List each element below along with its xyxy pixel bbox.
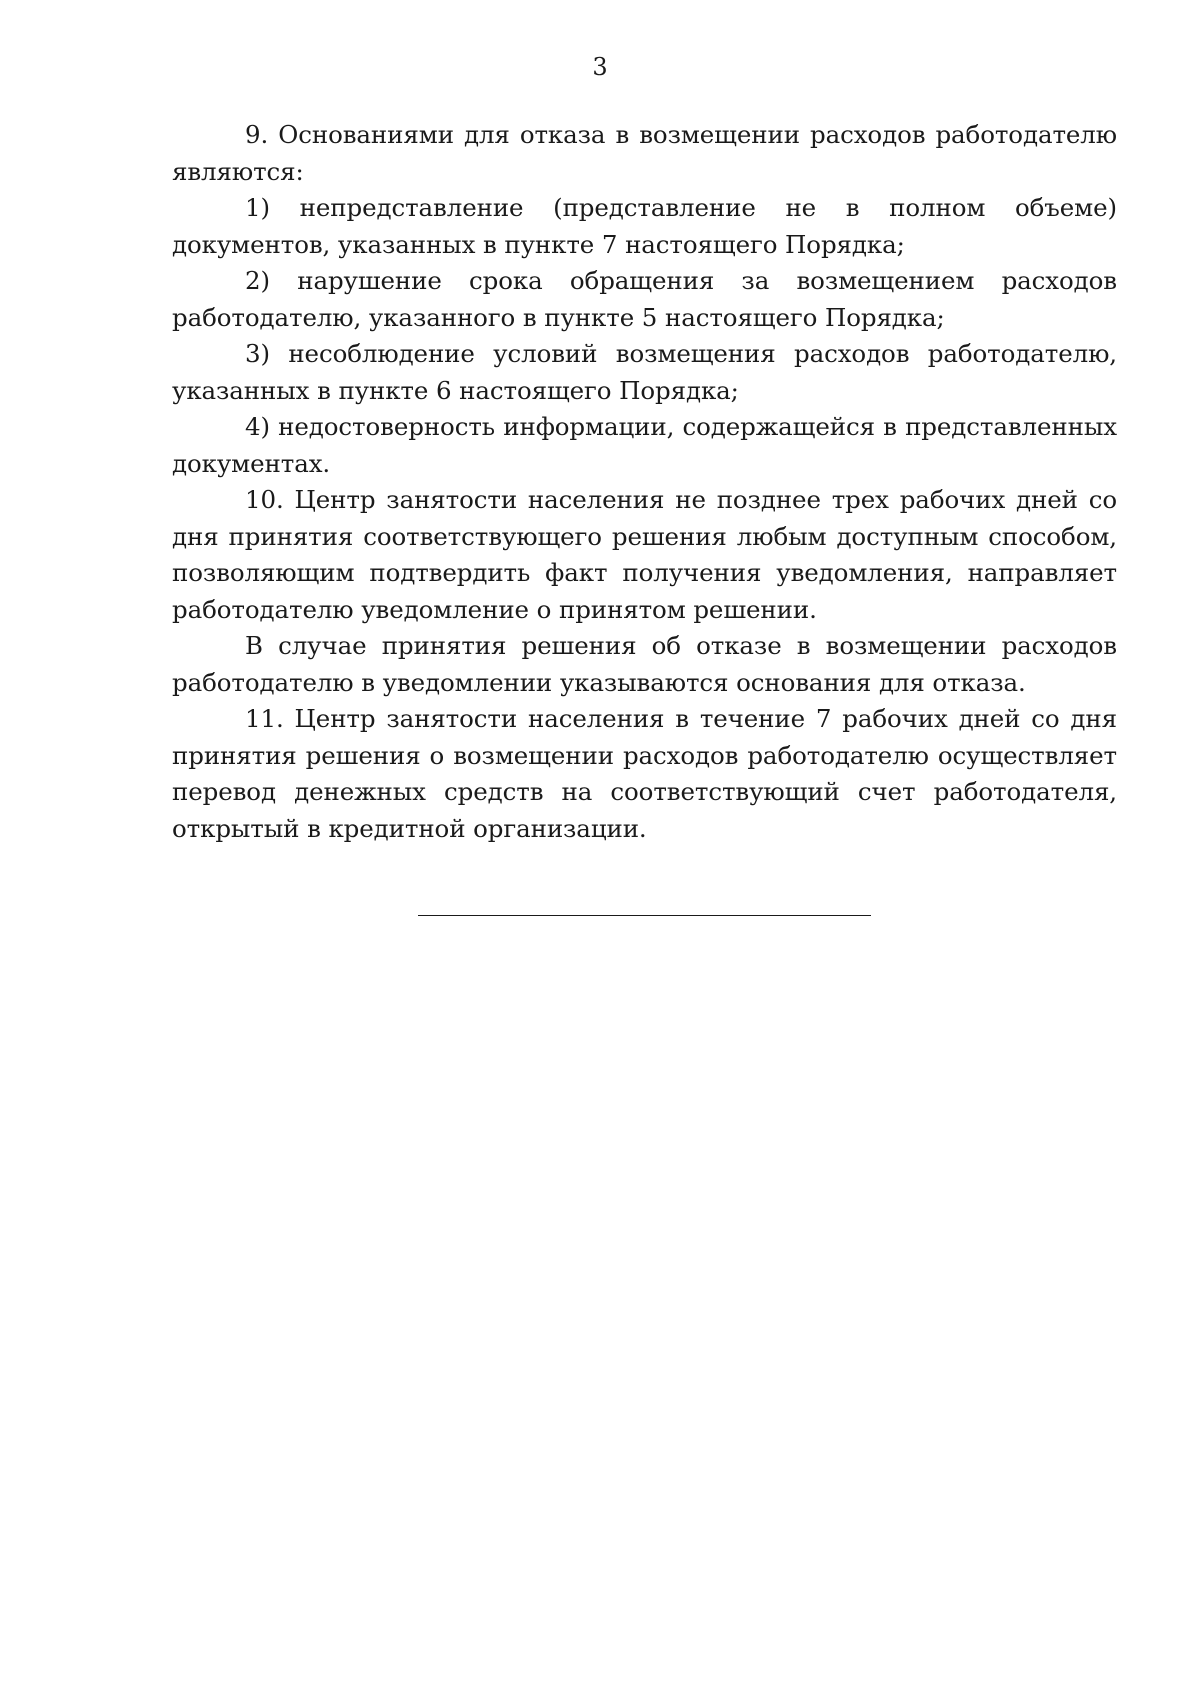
paragraph-subitem-1: 1) непредставление (представление не в полном объеме) документов, указанных в пункте 7 настоящего Порядка; xyxy=(172,193,1117,259)
paragraph-item-10: 10. Центр занятости населения не позднее трех рабочих дней со дня принятия соответствующего решения любым доступным способом, позволяющим подтвердить факт получения уведомления, направляет работодателю уведомление о принятом решении. xyxy=(172,485,1117,624)
paragraph-subitem-4: 4) недостоверность информации, содержащейся в представленных документах. xyxy=(172,412,1117,478)
paragraph-subitem-2: 2) нарушение срока обращения за возмещением расходов работодателю, указанного в пункте 5 настоящего Порядка; xyxy=(172,266,1117,332)
paragraph-subitem-3: 3) несоблюдение условий возмещения расходов работодателю, указанных в пункте 6 настоящего Порядка; xyxy=(172,339,1117,405)
document-body xyxy=(172,117,1117,847)
paragraph-item-11: 11. Центр занятости населения в течение 7 рабочих дней со дня принятия решения о возмещении расходов работодателю осуществляет перевод денежных средств на соответствующий счет работодателя, открытый в кредитной организации. xyxy=(172,704,1117,843)
paragraph-item-9: 9. Основаниями для отказа в возмещении расходов работодателю являются: xyxy=(172,120,1117,186)
end-separator-line xyxy=(418,915,871,916)
page-number: 3 xyxy=(592,53,608,81)
paragraph-refusal-note: В случае принятия решения об отказе в возмещении расходов работодателю в уведомлении указываются основания для отказа. xyxy=(172,631,1117,697)
